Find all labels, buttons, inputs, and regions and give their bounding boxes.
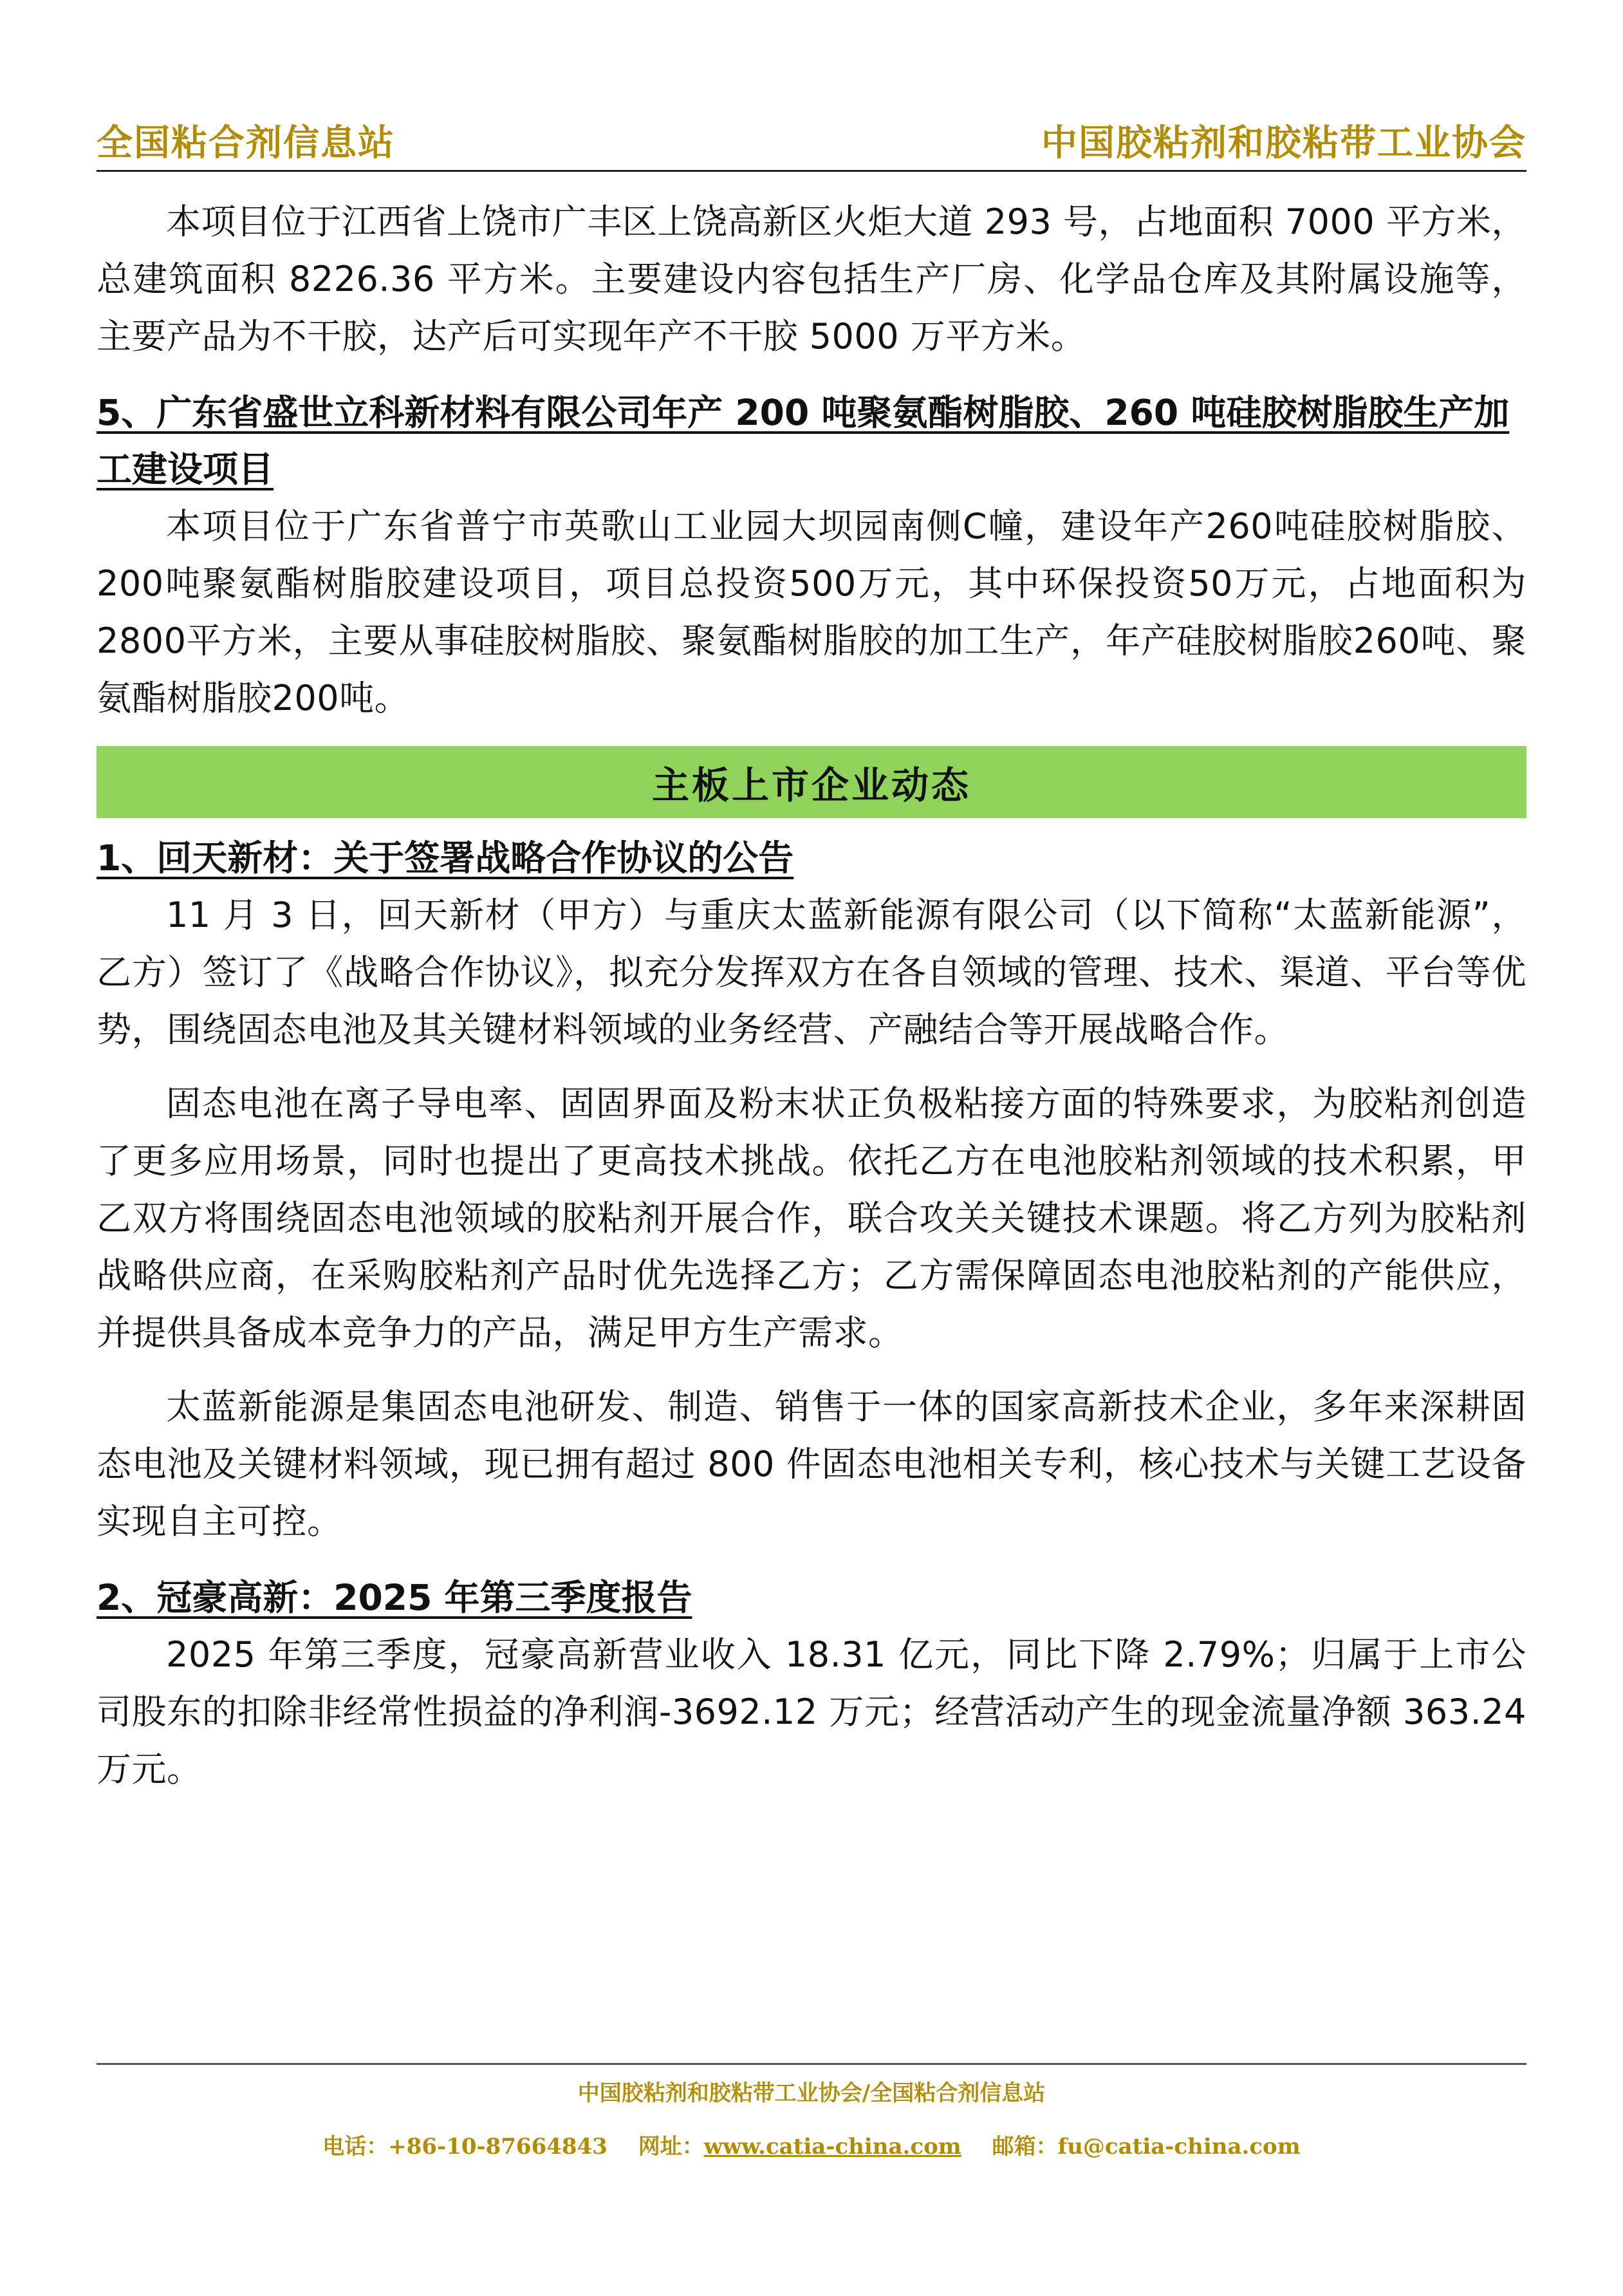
footer-website-label: 网址： — [638, 2134, 704, 2160]
footer-contact — [97, 2129, 1526, 2160]
news1-paragraph-1: 11 月 3 日，回天新材（甲方）与重庆太蓝新能源有限公司（以下简称“太蓝新能源”，乙方）签订了《战略合作协议》，拟充分发挥双方在各自领域的管理、技术、渠道、平台等优势，围绕固态电池及其关键材料领域的业务经营、产融结合等开展战略合作。 — [97, 895, 1526, 1050]
header-site-name: 全国粘合剂信息站 — [97, 122, 395, 164]
news2-paragraph: 2025 年第三季度，冠豪高新营业收入 18.31 亿元，同比下降 2.79%；归属于上市公司股东的扣除非经常性损益的净利润-3692.12 万元；经营活动产生的现金流量净额 363.24 万元。 — [97, 1634, 1526, 1789]
news1-heading: 1、回天新材：关于签署战略合作协议的公告 — [97, 837, 794, 879]
project5-heading: 5、广东省盛世立科新材料有限公司年产 200 吨聚氨酯树脂胶、260 吨硅胶树脂胶生产加工建设项目 — [97, 392, 1510, 490]
footer-website-link[interactable]: www.catia-china.com — [703, 2134, 961, 2160]
news1-paragraph-2: 固态电池在离子导电率、固固界面及粉末状正负极粘接方面的特殊要求，为胶粘剂创造了更多应用场景，同时也提出了更高技术挑战。依托乙方在电池胶粘剂领域的技术积累，甲乙双方将围绕固态电池领域的胶粘剂开展合作，联合攻关关键技术课题。将乙方列为胶粘剂战略供应商，在采购胶粘剂产品时优先选择乙方；乙方需保障固态电池胶粘剂的产能供应，并提供具备成本竞争力的产品，满足甲方生产需求。 — [97, 1083, 1526, 1353]
news2-heading: 2、冠豪高新：2025 年第三季度报告 — [97, 1577, 692, 1618]
news1-paragraph-3: 太蓝新能源是集固态电池研发、制造、销售于一体的国家高新技术企业，多年来深耕固态电池及关键材料领域，现已拥有超过 800 件固态电池相关专利，核心技术与关键工艺设备实现自主可控。 — [97, 1386, 1526, 1542]
intro-paragraph: 本项目位于江西省上饶市广丰区上饶高新区火炬大道 293 号，占地面积 7000 平方米，总建筑面积 8226.36 平方米。主要建设内容包括生产厂房、化学品仓库及其附属设施等，主要产品为不干胶，达产后可实现年产不干胶 5000 万平方米。 — [97, 201, 1526, 357]
page-footer — [97, 2063, 1526, 2160]
footer-phone: 电话：+86-10-87664843 — [322, 2134, 607, 2160]
header-association-name: 中国胶粘剂和胶粘带工业协会 — [1041, 122, 1526, 164]
main-content — [97, 193, 1526, 1815]
page-header — [97, 103, 1526, 172]
section-title-bar: 主板上市企业动态 — [97, 746, 1526, 818]
project5-paragraph: 本项目位于广东省普宁市英歌山工业园大坝园南侧C幢，建设年产260吨硅胶树脂胶、200吨聚氨酯树脂胶建设项目，项目总投资500万元，其中环保投资50万元，占地面积为2800平方米，主要从事硅胶树脂胶、聚氨酯树脂胶的加工生产，年产硅胶树脂胶260吨、聚氨酯树脂胶200吨。 — [97, 506, 1526, 718]
footer-org: 中国胶粘剂和胶粘带工业协会/全国粘合剂信息站 — [577, 2080, 1046, 2106]
footer-website-group — [638, 2134, 961, 2160]
footer-email[interactable]: 邮箱：fu@catia-china.com — [992, 2134, 1301, 2160]
